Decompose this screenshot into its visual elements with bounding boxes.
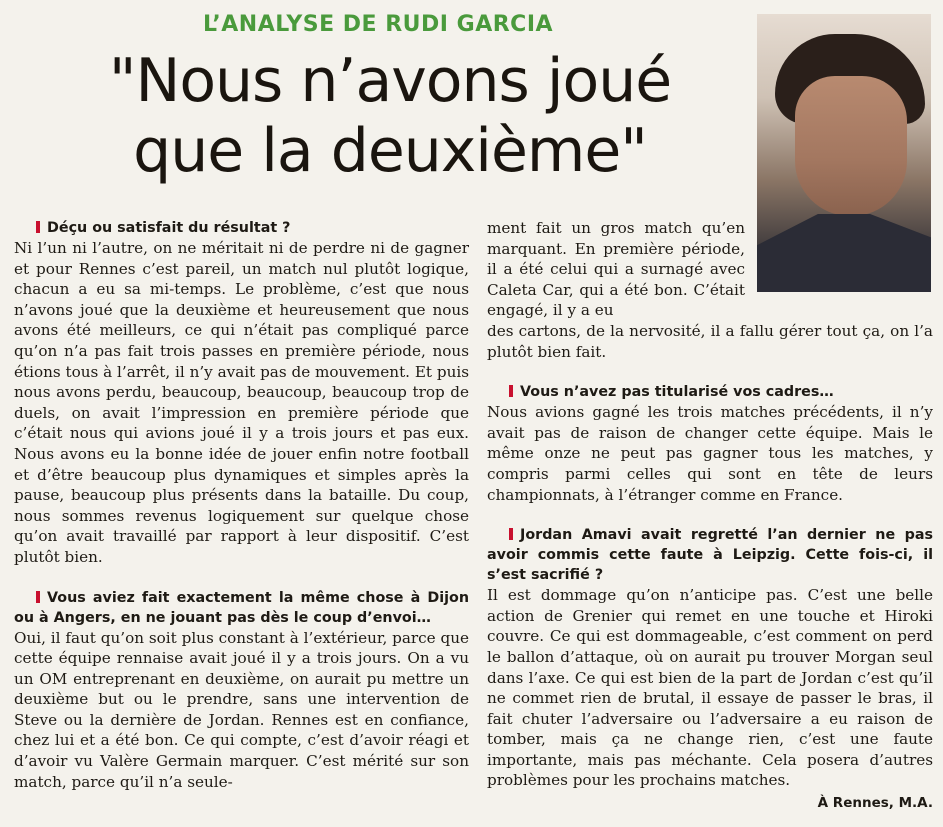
question-marker-icon [509,528,513,540]
signature: À Rennes, M.A. [817,795,933,812]
answer-4: Il est dommage qu’on n’anticipe pas. C’est une belle action de Grenier qui remet en une touche et Hiroki couvre. Ce qui est dommageable, c’est comment on perd le ballon d’attaque, où on aurait pu trouver Morgan seul dans l’axe. Ce qui est bien de la part de Jordan c’est qu’il ne commet rien de brutal, il essaye de passer le bras, il fait chuter l’adversaire ou l’adversaire a eu raison de tomber, mais ça ne change rien, c’est une faute importante, mais pas méchante. Cela posera d’autres problèmes pour les prochains matches. [487,586,933,790]
answer-3: Nous avions gagné les trois matches précédents, il n’y avait pas de raison de changer cette équipe. Mais le même onze ne peut pas gagner tous les matches, y compris parmi celles qui sont en tête de leurs championnats, à l’étranger comme en France. [487,403,933,504]
question-marker-icon [36,591,40,603]
headline [90,46,690,186]
question-4-text: Jordan Amavi avait regretté l’an dernier ne pas avoir commis cette faute à Leipzig. Cette fois-ci, il s’est sacrifié ? [487,527,933,584]
column-right [487,218,933,814]
kicker: L’ANALYSE DE RUDI GARCIA [202,12,554,37]
question-4 [487,525,933,585]
question-3-text: Vous n’avez pas titularisé vos cadres… [520,384,834,401]
answer-2: Oui, il faut qu’on soit plus constant à l’extérieur, parce que cette équipe rennaise avait joué il y a trois jours. On a vu un OM entreprenant en deuxième, on aurait pu mettre un deuxième but ou le prendre, sans une intervention de Steve ou la dernière de Jordan. Rennes est en confiance, chez lui et a été bon. Ce qui compte, c’est d’avoir réagi et d’avoir vu Valère Germain marquer. C’est mérité sur son match, parce qu’il n’a seule- [14,628,469,791]
question-1-text: Déçu ou satisfait du résultat ? [47,220,291,236]
headline-line-2: que la deuxième" [133,116,647,186]
column-left [14,218,469,792]
answer-1: Ni l’un ni l’autre, on ne méritait ni de perdre ni de gagner et pour Rennes c’est pareil, un match nul plutôt logique, chacun a eu sa mi-temps. Le problème, c’est que nous n’avons joué que la deuxième et heureusement que nous avons été meilleurs, ce qui n’était pas compliqué parce qu’on n’a pas fait trois passes en première période, nous étions tous à l’arrêt, il n’y avait pas de mouvement. Et puis nous avons perdu, beaucoup, beaucoup, beaucoup trop de duels, on avait l’impression en première période que c’était nous qui avions joué il y a trois jours et pas eux. Nous avons eu la bonne idée de jouer enfin notre football et d’être beaucoup plus dynamiques et simples après la pause, beaucoup plus présents dans la bataille. Du coup, nous sommes revenus logiquement sur quelque chose qu’on avait travaillé par rapport à leur dispositif. C’est plutôt bien. [14,239,470,566]
answer-2-continued: ment fait un gros match qu’en marquant. En première période, il a été celui qui a surnagé avec Caleta Car, qui a été bon. C’était engagé, il y a eu [487,219,745,320]
question-1 [14,218,469,238]
question-marker-icon [36,221,40,233]
photo-face [795,76,907,216]
question-2 [14,588,469,628]
question-marker-icon [509,385,513,397]
question-3 [487,382,933,402]
question-2-text: Vous aviez fait exactement la même chose à Dijon ou à Angers, en ne jouant pas dès le coup d’envoi… [14,589,469,626]
headline-line-1: "Nous n’avons joué [108,46,672,116]
answer-2-continued-wide: des cartons, de la nervosité, il a fallu gérer tout ça, on l’a plutôt bien fait. [487,321,933,361]
